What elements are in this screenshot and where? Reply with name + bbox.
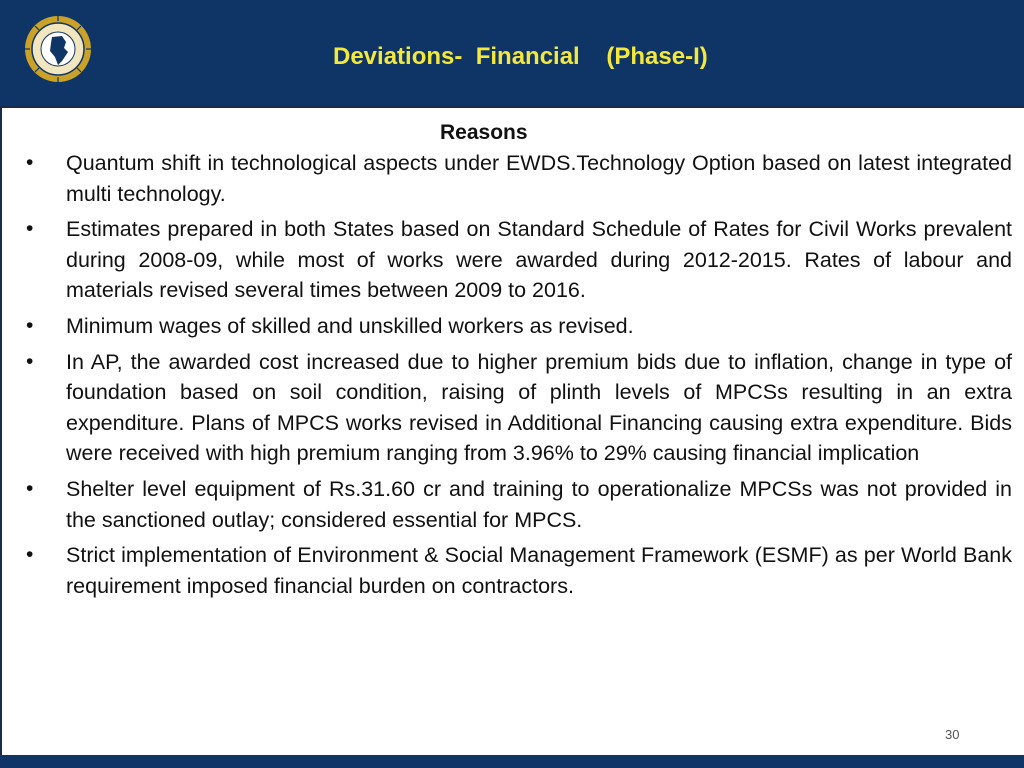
list-item bbox=[24, 311, 1012, 342]
list-item-text: In AP, the awarded cost increased due to higher premium bids due to inflation, change in type of foundation based on soil condition, raising of plinth levels of MPCSs resulting in an extra expenditure. Plans of MPCS works revised in Additional Financing causing extra expenditure. Bids were received with high premium ranging from 3.96% to 29% causing financial implication bbox=[66, 349, 1012, 466]
list-item-text: Quantum shift in technological aspects under EWDS.Technology Option based on latest integrated multi technology. bbox=[66, 151, 1012, 206]
list-item-text: Strict implementation of Environment & Social Management Framework (ESMF) as per World Bank requirement imposed financial burden on contractors. bbox=[66, 543, 1012, 598]
list-item-text: Minimum wages of skilled and unskilled workers as revised. bbox=[66, 313, 634, 338]
page-number: 30 bbox=[945, 727, 960, 742]
section-heading: Reasons bbox=[440, 121, 528, 144]
slide-title: Deviations- Financial (Phase-I) bbox=[333, 43, 708, 70]
bullet-icon: • bbox=[26, 217, 34, 241]
list-item bbox=[24, 474, 1012, 535]
list-item bbox=[24, 214, 1012, 306]
list-item-text: Estimates prepared in both States based on Standard Schedule of Rates for Civil Works prevalent during 2008-09, while most of works were awarded during 2012-2015. Rates of labour and materials revised several times between 2009 to 2016. bbox=[66, 217, 1012, 303]
left-border bbox=[0, 106, 2, 756]
reasons-list bbox=[24, 148, 1012, 606]
emblem-seal-icon bbox=[24, 15, 92, 83]
bullet-icon: • bbox=[26, 313, 34, 337]
list-item bbox=[24, 540, 1012, 601]
bullet-icon: • bbox=[26, 543, 34, 567]
list-item-text: Shelter level equipment of Rs.31.60 cr and training to operationalize MPCSs was not provided in the sanctioned outlay; considered essential for MPCS. bbox=[66, 476, 1012, 532]
list-item bbox=[24, 347, 1012, 469]
bullet-icon: • bbox=[26, 476, 34, 500]
footer-bar bbox=[0, 755, 1024, 768]
slide-header bbox=[0, 0, 1024, 108]
bullet-icon: • bbox=[26, 349, 34, 373]
bullet-icon: • bbox=[26, 151, 34, 174]
list-item bbox=[24, 148, 1012, 209]
